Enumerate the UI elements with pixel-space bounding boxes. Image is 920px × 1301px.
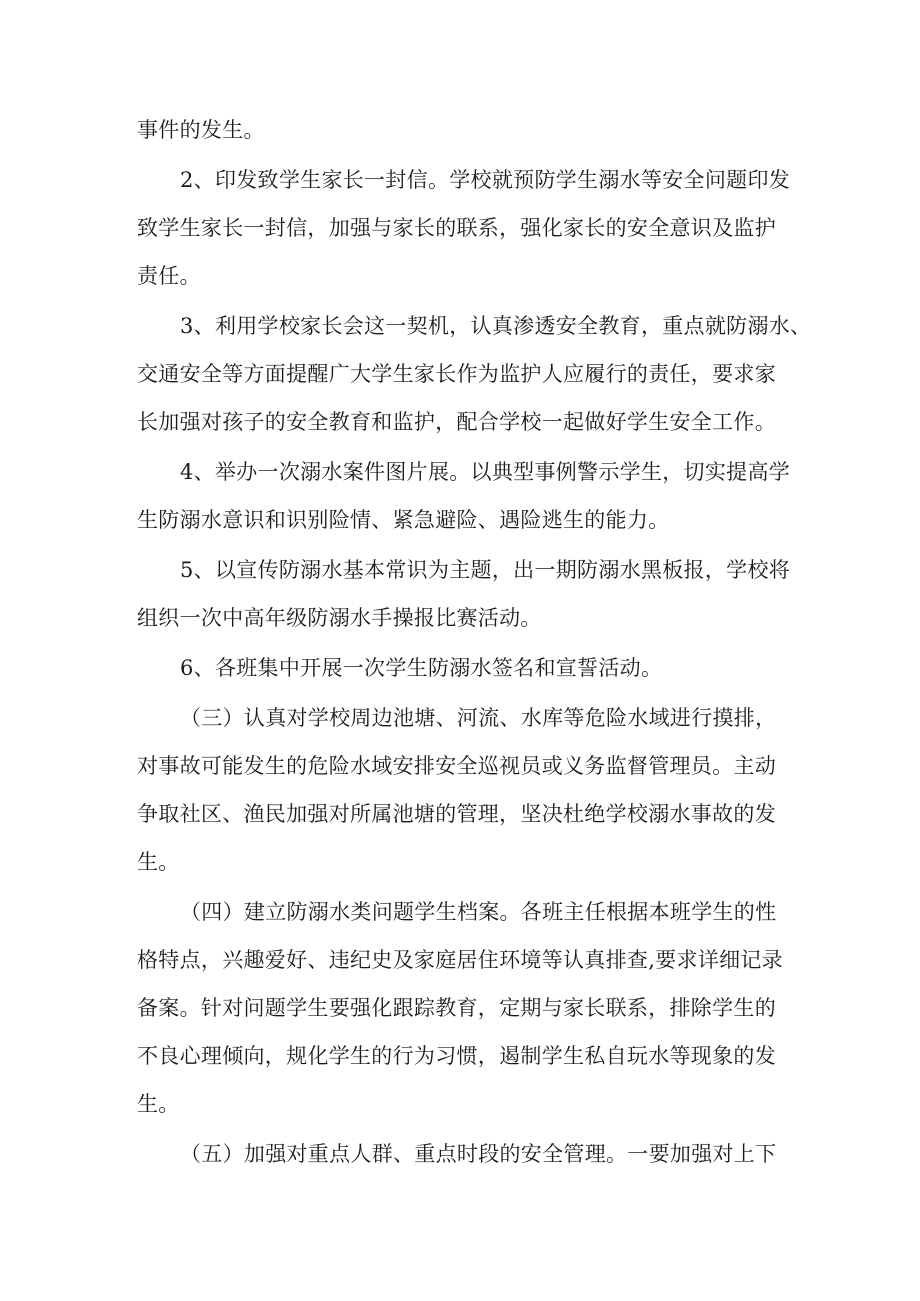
text-line: 4、举办一次溺水案件图片展。以典型事例警示学生，切实提高学 xyxy=(180,460,791,484)
text-line: 生。 xyxy=(137,1092,180,1116)
text-line: （三）认真对学校周边池塘、河流、水库等危险水域进行摸排， xyxy=(180,706,777,730)
text-line: 事件的发生。 xyxy=(137,118,265,142)
text-line: 责任。 xyxy=(137,264,201,288)
text-line: （四）建立防溺水类问题学生档案。各班主任根据本班学生的性 xyxy=(180,900,777,924)
text-line: 不良心理倾向，规化学生的行为习惯，遏制学生私自玩水等现象的发 xyxy=(137,1044,776,1068)
text-line: 组织一次中高年级防溺水手操报比赛活动。 xyxy=(137,606,542,630)
text-line: 对事故可能发生的危险水域安排安全巡视员或义务监督管理员。主动 xyxy=(137,754,776,778)
text-line: （五）加强对重点人群、重点时段的安全管理。一要加强对上下 xyxy=(180,1142,777,1166)
text-line: 长加强对孩子的安全教育和监护，配合学校一起做好学生安全工作。 xyxy=(137,410,776,434)
text-line: 备案。针对问题学生要强化跟踪教育，定期与家长联系，排除学生的 xyxy=(137,996,776,1020)
text-line: 3、利用学校家长会这一契机，认真渗透安全教育，重点就防溺水、 xyxy=(180,314,812,338)
text-line: 交通安全等方面提醒广大学生家长作为监护人应履行的责任，要求家 xyxy=(137,362,776,386)
text-line: 格特点，兴趣爱好、违纪史及家庭居住环境等认真排查,要求详细记录 xyxy=(137,948,783,972)
text-line: 致学生家长一封信，加强与家长的联系，强化家长的安全意识及监护 xyxy=(137,216,776,240)
text-line: 2、印发致学生家长一封信。学校就预防学生溺水等安全问题印发 xyxy=(180,168,791,192)
text-line: 5、以宣传防溺水基本常识为主题，出一期防溺水黑板报，学校将 xyxy=(180,558,791,582)
text-line: 争取社区、渔民加强对所属池塘的管理，坚决杜绝学校溺水事故的发 xyxy=(137,802,776,826)
text-line: 生防溺水意识和识别险情、紧急避险、遇险逃生的能力。 xyxy=(137,508,670,532)
text-line: 生。 xyxy=(137,850,180,874)
text-line: 6、各班集中开展一次学生防溺水签名和宣誓活动。 xyxy=(180,656,663,680)
